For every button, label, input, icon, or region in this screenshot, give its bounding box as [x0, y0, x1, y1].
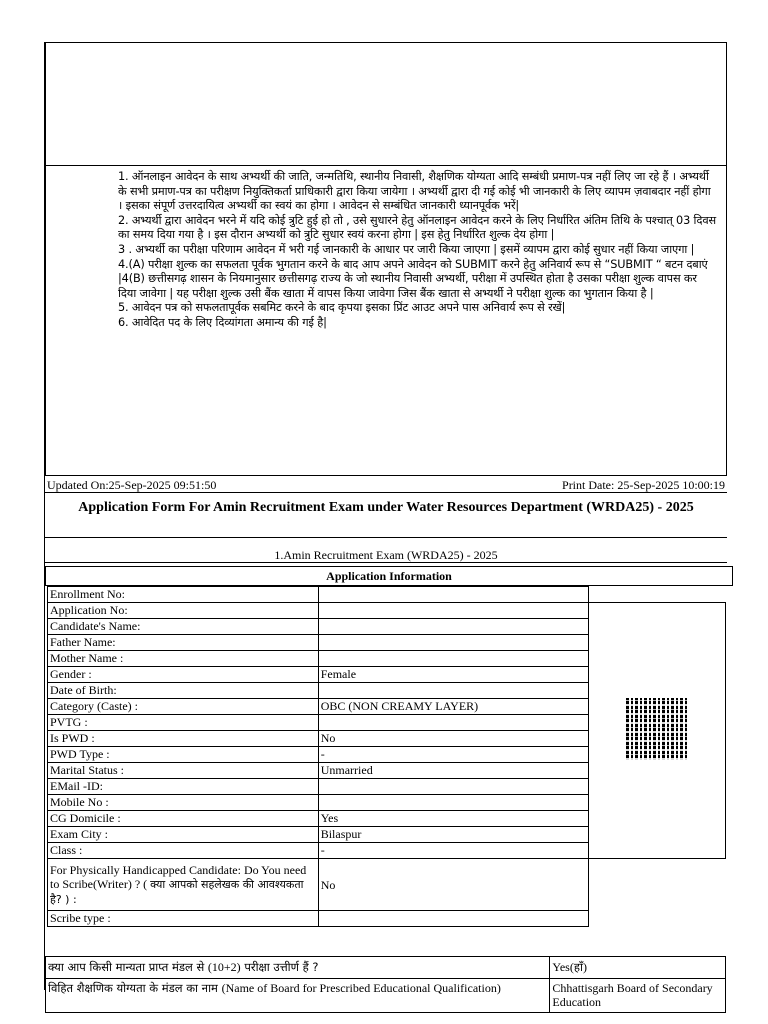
field-label: Category (Caste) : [48, 699, 319, 715]
field-value: Unmarried [318, 763, 588, 779]
field-label: Scribe type : [48, 911, 319, 927]
instruction-5: 5. आवेदन पत्र को सफलतापूर्वक सबमिट करने के बाद कृपया इसका प्रिंट आउट अपने पास अनिवार्य रूप से रखें| [118, 301, 566, 315]
passed-10-2-question: क्या आप किसी मान्यता प्राप्त मंडल से (10+2) परीक्षा उत्तीर्ण हैं ? [46, 957, 550, 979]
qr-cell [589, 603, 726, 859]
instruction-3: 3 . अभ्यर्थी का परीक्षा परिणाम आवेदन में भरी गई जानकारी के आधार पर जारी किया जाएगा | इसमें व्यापम द्वारा कोई सुधार नहीं किया जाएगा | [118, 242, 695, 256]
education-table [45, 956, 726, 1013]
field-value: Yes [318, 811, 588, 827]
field-label: Class : [48, 843, 319, 859]
field-value: No [318, 731, 588, 747]
field-label: Date of Birth: [48, 683, 319, 699]
field-label: Mobile No : [48, 795, 319, 811]
scribe-question: For Physically Handicapped Candidate: Do You need to Scribe(Writer) ? ( क्या आपको सहलेखक की आवश्यकता है? ) : [48, 859, 319, 911]
board-name-answer: Chhattisgarh Board of Secondary Education [550, 979, 726, 1013]
exam-name: 1.Amin Recruitment Exam (WRDA25) - 2025 [45, 548, 727, 563]
field-value: - [318, 843, 588, 859]
field-value [318, 779, 588, 795]
meta-row [45, 476, 727, 492]
table-row [46, 957, 726, 979]
field-value [318, 651, 588, 667]
board-name-question: विहित शैक्षणिक योग्यता के मंडल का नाम (Name of Board for Prescribed Educational Qualification) [46, 979, 550, 1013]
field-value [318, 683, 588, 699]
field-label: Enrollment No: [48, 587, 319, 603]
field-value: OBC (NON CREAMY LAYER) [318, 699, 588, 715]
table-row [46, 979, 726, 1013]
table-row [48, 587, 726, 603]
form-title: Application Form For Amin Recruitment Exam under Water Resources Department (WRDA25) - 2025 [45, 492, 727, 538]
field-label: PVTG : [48, 715, 319, 731]
table-row [48, 859, 726, 911]
field-value: Bilaspur [318, 827, 588, 843]
application-info-heading: Application Information [45, 566, 733, 586]
field-label: Marital Status : [48, 763, 319, 779]
field-value [318, 587, 588, 603]
field-label: Gender : [48, 667, 319, 683]
scribe-answer: No [318, 859, 588, 911]
field-label: Application No: [48, 603, 319, 619]
field-value [318, 635, 588, 651]
blank-cell [589, 587, 726, 603]
field-value: - [318, 747, 588, 763]
field-label: Father Name: [48, 635, 319, 651]
instruction-4: 4.(A) परीक्षा शुल्क का सफलता पूर्वक भुगतान करने के बाद आप अपने आवेदन को SUBMIT करने हेतु अनिवार्य रूप से “SUBMIT “ बटन दबाएं |4(B) छत्तीसगढ़ शासन के नियमानुसार छत्तीसगढ़ राज्य के जो स्थानीय निवासी अभ्यर्थी, परीक्षा में उपस्थित होता है उसका परीक्षा शुल्क वापस कर दिया जावेगा | यह परीक्षा शुल्क उसी बैंक खाता में वापस किया जावेगा जिस बैंक खाता से अभ्यर्थी ने परीक्षा शुल्क का भुगतान किया है | [118, 257, 708, 300]
header-blank-box [45, 42, 727, 166]
field-label: CG Domicile : [48, 811, 319, 827]
instruction-2: 2. अभ्यर्थी द्वारा आवेदन भरने में यदि कोई त्रुटि हुई हो तो , उसे सुधारने हेतु ऑनलाइन आवेदन करने के लिए निर्धारित अंतिम तिथि के पश्चात् 03 दिवस का समय दिया गया है । इस दौरान अभ्यर्थी को त्रुटि सुधार स्वयं करना होगा | इस हेतु निर्धारित शुल्क देय होगा | [118, 213, 716, 242]
instruction-1: 1. ऑनलाइन आवेदन के साथ अभ्यर्थी की जाति, जन्मतिथि, स्थानीय निवासी, शैक्षणिक योग्यता आदि सम्बंधी प्रमाण-पत्र नहीं लिए जा रहे हैं । अभ्यर्थी के सभी प्रमाण-पत्र का परीक्षण नियुक्तिकर्ता प्राधिकारी द्वारा किया जायेगा । अभ्यर्थी द्वारा दी गई कोई भी जानकारी के लिए व्यापम ज़वाबदार नहीं होगा । इसका संपूर्ण उत्तरदायित्व अभ्यर्थी का स्वयं का होगा । आवेदन से सम्बंधित जानकारी ध्यानपूर्वक भरें| [118, 170, 711, 213]
application-form-page [44, 42, 726, 1009]
instruction-6: 6. आवेदित पद के लिए दिव्यांगता अमान्य की गई है| [118, 315, 327, 329]
field-label: PWD Type : [48, 747, 319, 763]
field-value: Female [318, 667, 588, 683]
passed-10-2-answer: Yes(हाँ) [550, 957, 726, 979]
field-value [318, 911, 588, 927]
field-label: Mother Name : [48, 651, 319, 667]
field-value [318, 603, 588, 619]
updated-on: Updated On:25-Sep-2025 09:51:50 [47, 478, 217, 492]
table-row [48, 603, 726, 619]
field-label: Candidate's Name: [48, 619, 319, 635]
application-info-table [47, 586, 726, 927]
field-label: Is PWD : [48, 731, 319, 747]
field-label: Exam City : [48, 827, 319, 843]
qr-code-icon [626, 698, 688, 760]
field-value [318, 795, 588, 811]
table-row [48, 911, 726, 927]
field-value [318, 619, 588, 635]
print-date: Print Date: 25-Sep-2025 10:00:19 [562, 478, 725, 492]
field-label: EMail -ID: [48, 779, 319, 795]
instructions-block [45, 166, 727, 476]
field-value [318, 715, 588, 731]
